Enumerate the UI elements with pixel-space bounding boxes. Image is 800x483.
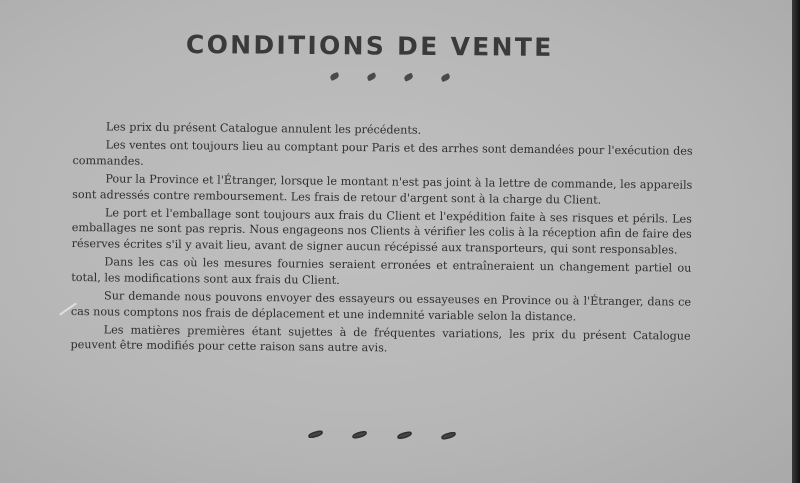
leaf-ornament-icon (396, 431, 412, 440)
bottom-ornament (308, 431, 456, 447)
top-ornament (330, 73, 450, 90)
leaf-ornament-icon (352, 430, 368, 439)
page-title: CONDITIONS DE VENTE (185, 30, 554, 62)
paragraph-materials: Les matières premières étant sujettes à de fréquentes variations, les prix du présent Catalogue peuvent être modifiés pour cette raison sans autre avis. (70, 323, 691, 355)
paragraph-shipping: Le port et l'emballage sont toujours aux frais du Client et l'expédition faite à ses risques et périls. Les emballages ne sont pas repris. Nous engageons nos Clients à vérifier les colis à la réception afin de faire des réserves écrites s'il y avait lieu, avant de signer aucun récépissé aux transporteurs, qui sont responsables. (71, 206, 693, 257)
paragraph-measurements: Dans les cas où les mesures fournies seraient erronées et entraîneraient un changement partiel ou total, les modifications sont aux frais du Client. (71, 255, 692, 287)
leaf-ornament-icon (441, 431, 457, 440)
small-leaf-ornament-icon (366, 72, 377, 81)
paragraph-prices: Les prix du présent Catalogue annulent les précédents. (105, 120, 422, 137)
dark-page-edge (792, 0, 800, 483)
conditions-text (70, 119, 693, 362)
paragraph-province: Pour la Province et l'Étranger, lorsque le montant n'est pas joint à la lettre de commande, les appareils sont adressés contre remboursement. Les frais de retour d'argent sont à la charge du Client. (72, 172, 693, 207)
small-leaf-ornament-icon (329, 72, 340, 81)
paragraph-fitters: Sur demande nous pouvons envoyer des essayeurs ou essayeuses en Province ou à l'Étranger, dans ce cas nous comptons nos frais de déplacement et une indemnité variable selon la distance. (70, 289, 692, 324)
small-leaf-ornament-icon (403, 73, 414, 82)
small-leaf-ornament-icon (440, 73, 451, 82)
leaf-ornament-icon (308, 430, 324, 439)
paragraph-payment: Les ventes ont toujours lieu au comptant pour Paris et des arrhes sont demandées pour l'exécution des commandes. (72, 138, 693, 168)
